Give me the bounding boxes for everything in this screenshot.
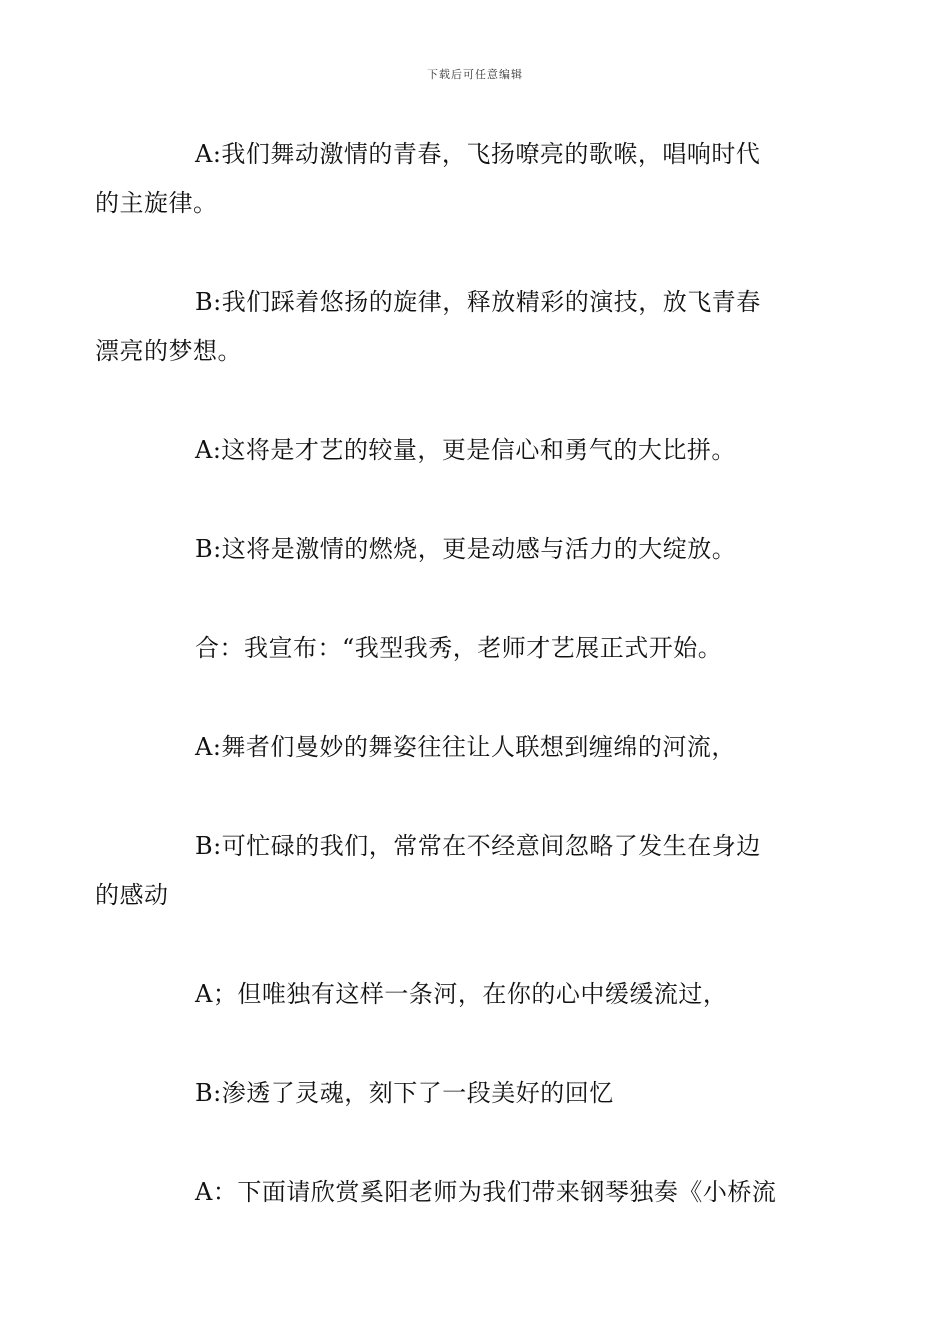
paragraph-3 — [145, 426, 805, 475]
paragraph-10 — [145, 1168, 805, 1217]
paragraph-9 — [145, 1069, 805, 1118]
paragraph-line: B:我们踩着悠扬的旋律，释放精彩的演技，放飞青春 — [195, 288, 761, 316]
paragraph-line: B:可忙碌的我们，常常在不经意间忽略了发生在身边 — [195, 832, 761, 860]
paragraph-line: A:我们舞动激情的青春，飞扬嘹亮的歌喉，唱响时代 — [195, 140, 761, 168]
paragraph-2 — [95, 278, 805, 376]
paragraph-line: A：下面请欣赏奚阳老师为我们带来钢琴独奏《小桥流 — [195, 1178, 777, 1206]
paragraph-line: A:舞者们曼妙的舞姿往往让人联想到缠绵的河流， — [195, 733, 736, 761]
paragraph-line-cont: 的感动 — [95, 881, 169, 909]
paragraph-8 — [145, 970, 805, 1019]
paragraph-line: 合：我宣布：“我型我秀，老师才艺展正式开始。 — [195, 634, 723, 662]
paragraph-line: B:这将是激情的燃烧，更是动感与活力的大绽放。 — [195, 535, 737, 563]
paragraph-line: B:渗透了灵魂，刻下了一段美好的回忆 — [195, 1079, 614, 1107]
paragraph-line: A；但唯独有这样一条河，在你的心中缓缓流过， — [195, 980, 728, 1008]
page-header: 下载后可任意编辑 — [427, 68, 523, 81]
document-body — [95, 130, 805, 1217]
paragraph-6 — [145, 723, 805, 772]
paragraph-line: A:这将是才艺的较量，更是信心和勇气的大比拼。 — [195, 436, 736, 464]
paragraph-5 — [145, 624, 805, 673]
paragraph-line-cont: 漂亮的梦想。 — [95, 337, 242, 365]
paragraph-4 — [145, 525, 805, 574]
paragraph-1 — [95, 130, 805, 228]
paragraph-7 — [95, 822, 805, 920]
paragraph-line-cont: 的主旋律。 — [95, 189, 218, 217]
